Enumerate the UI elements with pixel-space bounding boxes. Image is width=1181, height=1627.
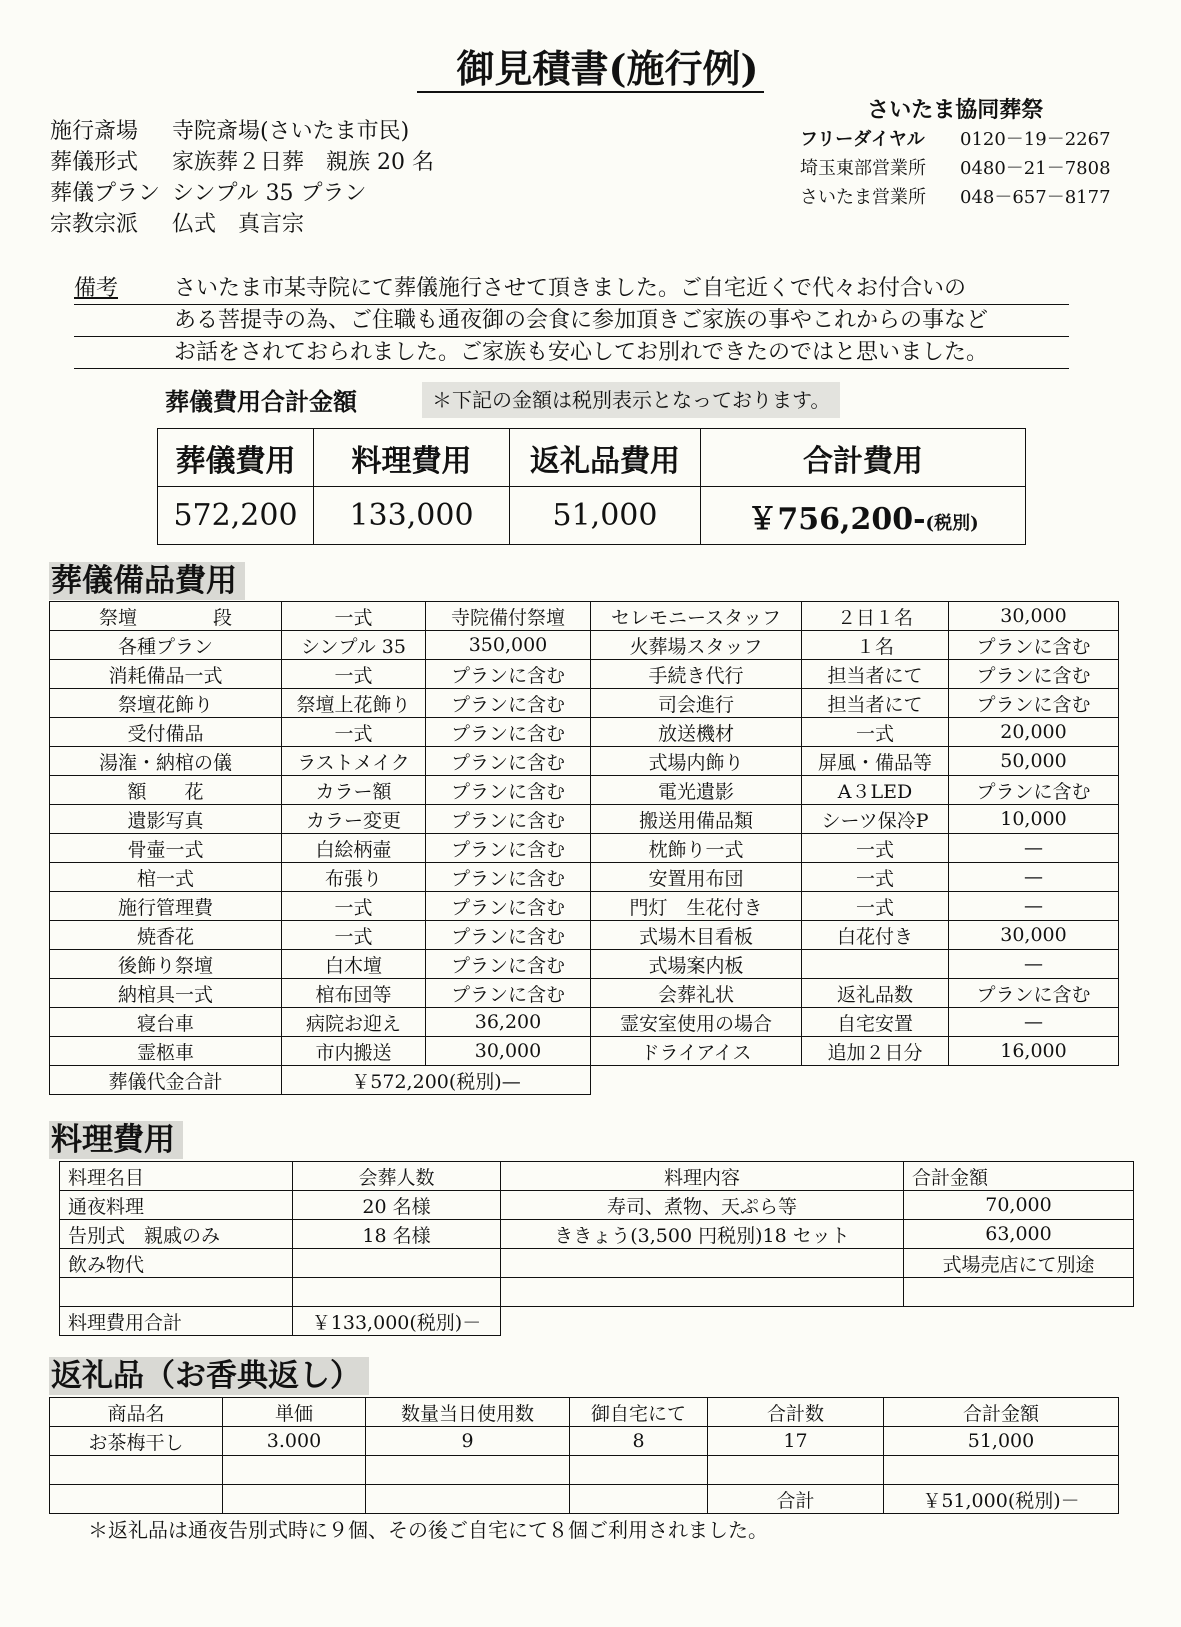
- table-cell: 飲み物代: [60, 1249, 293, 1278]
- table-cell: 搬送用備品類: [591, 805, 802, 834]
- summary-header: 合計費用: [701, 429, 1026, 487]
- table-cell: 納棺具一式: [50, 979, 282, 1008]
- table-cell: [293, 1278, 501, 1307]
- table-cell: —: [949, 834, 1119, 863]
- company-block: [800, 96, 1111, 212]
- table-row: [50, 805, 1119, 834]
- table-cell: 祭壇花飾り: [50, 689, 282, 718]
- table-cell: 9: [366, 1427, 570, 1456]
- remarks-line: ある菩提寺の為、ご住職も通夜御の会食に参加頂きご家族の事やこれからの事など: [174, 308, 989, 333]
- contact-saitama-office: さいたま営業所 048－657－8177: [800, 187, 1111, 208]
- table-cell: 湯潅・納棺の儀: [50, 747, 282, 776]
- table-cell: 門灯 生花付き: [591, 892, 802, 921]
- table-cell: プランに含む: [949, 631, 1119, 660]
- table-cell: 30,000: [426, 1037, 591, 1066]
- table-row: [50, 950, 1119, 979]
- table-cell: [223, 1456, 366, 1485]
- food-total-label: 料理費用合計: [60, 1307, 293, 1336]
- table-cell: 51,000: [884, 1427, 1119, 1456]
- table-cell: 霊柩車: [50, 1037, 282, 1066]
- table-cell: 各種プラン: [50, 631, 282, 660]
- table-row: [50, 1427, 1119, 1456]
- table-cell: 放送機材: [591, 718, 802, 747]
- equipment-heading: 葬儀備品費用: [49, 562, 245, 600]
- table-cell: [50, 1456, 223, 1485]
- table-cell: 病院お迎え: [282, 1008, 426, 1037]
- table-cell: 50,000: [949, 747, 1119, 776]
- summary-value: 51,000: [510, 487, 701, 545]
- table-cell: 布張り: [282, 863, 426, 892]
- table-row: [50, 1008, 1119, 1037]
- table-cell: —: [949, 892, 1119, 921]
- table-cell: 会葬礼状: [591, 979, 802, 1008]
- page-title: 御見積書(施行例): [0, 38, 1181, 93]
- table-row: [50, 1037, 1119, 1066]
- table-cell: 白絵柄壷: [282, 834, 426, 863]
- returns-header: 単価: [223, 1398, 366, 1427]
- table-cell: 担当者にて: [802, 689, 949, 718]
- table-cell: プランに含む: [949, 776, 1119, 805]
- table-cell: 式場案内板: [591, 950, 802, 979]
- table-cell: 手続き代行: [591, 660, 802, 689]
- table-cell: 施行管理費: [50, 892, 282, 921]
- returns-header: 合計数: [708, 1398, 884, 1427]
- remarks-line: お話をされておられました。ご家族も安心してお別れできたのではと思いました。: [174, 340, 989, 365]
- table-cell: [501, 1249, 904, 1278]
- table-row: [50, 660, 1119, 689]
- summary-value: 572,200: [158, 487, 314, 545]
- table-cell: プランに含む: [426, 660, 591, 689]
- summary-table: [157, 428, 1026, 545]
- table-cell: 額 花: [50, 776, 282, 805]
- table-cell: [802, 950, 949, 979]
- table-row: [50, 979, 1119, 1008]
- table-cell: 追加２日分: [802, 1037, 949, 1066]
- table-cell: 祭壇上花飾り: [282, 689, 426, 718]
- food-table: [59, 1161, 1134, 1336]
- table-cell: 骨壷一式: [50, 834, 282, 863]
- table-cell: [501, 1278, 904, 1307]
- table-cell: プランに含む: [949, 689, 1119, 718]
- table-cell: 20 名様: [293, 1191, 501, 1220]
- table-cell: A３LED: [802, 776, 949, 805]
- food-header: 会葬人数: [293, 1162, 501, 1191]
- info-row-plan: 葬儀プラン シンプル 35 プラン: [50, 181, 367, 206]
- table-cell: 30,000: [949, 921, 1119, 950]
- returns-header: 数量当日使用数: [366, 1398, 570, 1427]
- returns-header: 商品名: [50, 1398, 223, 1427]
- table-cell: プランに含む: [426, 776, 591, 805]
- returns-total-value: ￥51,000(税別)－: [884, 1485, 1119, 1514]
- table-row: [50, 863, 1119, 892]
- table-cell: プランに含む: [426, 689, 591, 718]
- table-cell: ２日１名: [802, 602, 949, 631]
- table-cell: ラストメイク: [282, 747, 426, 776]
- table-cell: [570, 1456, 708, 1485]
- table-cell: １名: [802, 631, 949, 660]
- company-name: さいたま協同葬祭: [867, 97, 1044, 123]
- table-row: [50, 747, 1119, 776]
- table-cell: カラー変更: [282, 805, 426, 834]
- table-cell: 一式: [802, 863, 949, 892]
- returns-header: 合計金額: [884, 1398, 1119, 1427]
- table-cell: 火葬場スタッフ: [591, 631, 802, 660]
- table-cell: 一式: [282, 921, 426, 950]
- table-cell: 寿司、煮物、天ぷら等: [501, 1191, 904, 1220]
- table-row: [50, 631, 1119, 660]
- table-cell: 通夜料理: [60, 1191, 293, 1220]
- equipment-total-value: ￥572,200(税別)—: [282, 1066, 591, 1095]
- table-row: [50, 892, 1119, 921]
- table-cell: プランに含む: [426, 718, 591, 747]
- table-cell: プランに含む: [426, 805, 591, 834]
- table-row: [60, 1191, 1134, 1220]
- table-cell: セレモニースタッフ: [591, 602, 802, 631]
- table-cell: ききょう(3,500 円税別)18 セット: [501, 1220, 904, 1249]
- table-cell: 一式: [282, 892, 426, 921]
- table-cell: 36,200: [426, 1008, 591, 1037]
- table-cell: 焼香花: [50, 921, 282, 950]
- table-cell: —: [949, 863, 1119, 892]
- table-cell: 遺影写真: [50, 805, 282, 834]
- table-cell: [293, 1249, 501, 1278]
- table-cell: プランに含む: [426, 892, 591, 921]
- table-cell: 式場内飾り: [591, 747, 802, 776]
- table-row: [50, 602, 1119, 631]
- food-header: 料理内容: [501, 1162, 904, 1191]
- table-cell: 受付備品: [50, 718, 282, 747]
- info-row-religion: 宗教宗派 仏式 真言宗: [50, 212, 305, 237]
- table-cell: 10,000: [949, 805, 1119, 834]
- table-row: [50, 921, 1119, 950]
- table-cell: プランに含む: [426, 979, 591, 1008]
- table-cell: シーツ保冷P: [802, 805, 949, 834]
- ceremony-info: [50, 116, 434, 240]
- info-row-venue: 施行斎場 寺院斎場(さいたま市民): [50, 119, 410, 144]
- equipment-table: [49, 601, 1119, 1095]
- returns-total-label: 合計: [708, 1485, 884, 1514]
- returns-heading: 返礼品（お香典返し）: [49, 1357, 369, 1395]
- table-cell: 70,000: [904, 1191, 1134, 1220]
- summary-header: 葬儀費用: [158, 429, 314, 487]
- table-cell: 30,000: [949, 602, 1119, 631]
- table-cell: —: [949, 950, 1119, 979]
- table-cell: 消耗備品一式: [50, 660, 282, 689]
- table-cell: 自宅安置: [802, 1008, 949, 1037]
- table-cell: 棺一式: [50, 863, 282, 892]
- table-row: [50, 1456, 1119, 1485]
- table-cell: 告別式 親戚のみ: [60, 1220, 293, 1249]
- table-cell: 市内搬送: [282, 1037, 426, 1066]
- table-cell: ドライアイス: [591, 1037, 802, 1066]
- summary-total: ￥756,200-(税別): [701, 487, 1026, 545]
- summary-header: 返礼品費用: [510, 429, 701, 487]
- table-cell: 一式: [802, 718, 949, 747]
- table-cell: プランに含む: [426, 863, 591, 892]
- table-cell: プランに含む: [426, 747, 591, 776]
- table-cell: 白木壇: [282, 950, 426, 979]
- remarks: [74, 273, 1069, 369]
- remarks-line: さいたま市某寺院にて葬儀施行させて頂きました。ご自宅近くで代々お付合いの: [174, 276, 967, 301]
- table-cell: 一式: [282, 718, 426, 747]
- table-cell: 一式: [802, 892, 949, 921]
- summary-heading: 葬儀費用合計金額: [165, 387, 357, 416]
- table-cell: プランに含む: [949, 660, 1119, 689]
- table-cell: 返礼品数: [802, 979, 949, 1008]
- table-cell: 祭壇 段: [50, 602, 282, 631]
- table-cell: 司会進行: [591, 689, 802, 718]
- table-cell: 63,000: [904, 1220, 1134, 1249]
- returns-header: 御自宅にて: [570, 1398, 708, 1427]
- table-cell: プランに含む: [426, 950, 591, 979]
- table-cell: [60, 1278, 293, 1307]
- table-cell: 一式: [282, 660, 426, 689]
- table-row: [60, 1249, 1134, 1278]
- table-row: [50, 776, 1119, 805]
- equipment-total-label: 葬儀代金合計: [50, 1066, 282, 1095]
- table-cell: カラー額: [282, 776, 426, 805]
- table-cell: 霊安室使用の場合: [591, 1008, 802, 1037]
- table-cell: 17: [708, 1427, 884, 1456]
- contact-east-office: 埼玉東部営業所 0480－21－7808: [800, 158, 1111, 179]
- table-row: [60, 1278, 1134, 1307]
- table-row: [50, 718, 1119, 747]
- table-cell: 16,000: [949, 1037, 1119, 1066]
- food-total-value: ￥133,000(税別)－: [293, 1307, 501, 1336]
- info-row-format: 葬儀形式 家族葬２日葬 親族 20 名: [50, 150, 434, 175]
- table-cell: プランに含む: [949, 979, 1119, 1008]
- table-cell: シンプル 35: [282, 631, 426, 660]
- table-cell: [904, 1278, 1134, 1307]
- table-cell: 枕飾り一式: [591, 834, 802, 863]
- summary-value: 133,000: [314, 487, 510, 545]
- table-cell: 8: [570, 1427, 708, 1456]
- table-cell: 3.000: [223, 1427, 366, 1456]
- remarks-label: 備考: [74, 276, 119, 301]
- table-cell: 350,000: [426, 631, 591, 660]
- table-row: [50, 834, 1119, 863]
- table-cell: 安置用布団: [591, 863, 802, 892]
- table-cell: 一式: [282, 602, 426, 631]
- table-cell: 担当者にて: [802, 660, 949, 689]
- table-cell: プランに含む: [426, 921, 591, 950]
- contact-freedial: フリーダイヤル 0120－19－2267: [800, 129, 1111, 150]
- returns-table: [49, 1397, 1119, 1514]
- returns-footnote: ＊返礼品は通夜告別式時に９個、その後ご自宅にて８個ご利用されました。: [88, 1518, 768, 1542]
- table-row: [50, 689, 1119, 718]
- table-cell: [366, 1456, 570, 1485]
- table-cell: 後飾り祭壇: [50, 950, 282, 979]
- food-header: 合計金額: [904, 1162, 1134, 1191]
- table-cell: —: [949, 1008, 1119, 1037]
- food-header: 料理名目: [60, 1162, 293, 1191]
- table-cell: 式場売店にて別途: [904, 1249, 1134, 1278]
- table-cell: 白花付き: [802, 921, 949, 950]
- table-cell: 18 名様: [293, 1220, 501, 1249]
- table-cell: お茶梅干し: [50, 1427, 223, 1456]
- table-cell: [884, 1456, 1119, 1485]
- table-cell: 屏風・備品等: [802, 747, 949, 776]
- food-heading: 料理費用: [49, 1121, 183, 1159]
- table-cell: [708, 1456, 884, 1485]
- table-row: [60, 1220, 1134, 1249]
- table-cell: 式場木目看板: [591, 921, 802, 950]
- table-cell: 電光遺影: [591, 776, 802, 805]
- table-cell: 寝台車: [50, 1008, 282, 1037]
- table-cell: 寺院備付祭壇: [426, 602, 591, 631]
- summary-header: 料理費用: [314, 429, 510, 487]
- table-cell: 20,000: [949, 718, 1119, 747]
- table-cell: プランに含む: [426, 834, 591, 863]
- tax-note: ＊下記の金額は税別表示となっております。: [422, 382, 840, 418]
- table-cell: 一式: [802, 834, 949, 863]
- table-cell: 棺布団等: [282, 979, 426, 1008]
